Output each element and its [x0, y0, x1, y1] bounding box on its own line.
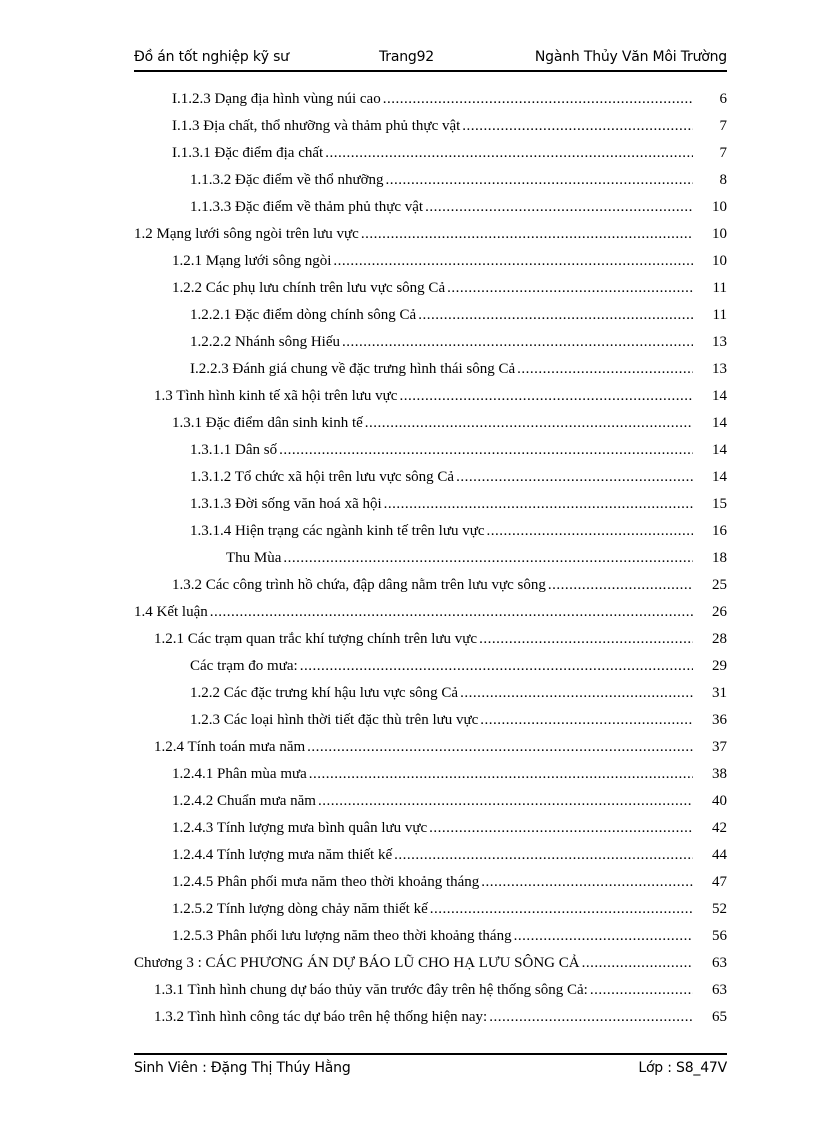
toc-entry-page: 63 — [712, 982, 727, 998]
toc-dot-leader — [447, 275, 693, 302]
toc-entry-title: 1.3.1 Đặc điểm dân sinh kinh tế — [172, 415, 363, 431]
toc-entry-title: 1.3.1.3 Đời sống văn hoá xã hội — [190, 496, 382, 512]
toc-entry[interactable] — [172, 248, 727, 275]
toc-dot-leader — [210, 599, 693, 626]
toc-entry-title: 1.2.3 Các loại hình thời tiết đặc thù trên lưu vực — [190, 712, 479, 728]
toc-entry[interactable] — [190, 653, 727, 680]
toc-entry-page: 37 — [712, 739, 727, 755]
header-right-text: Ngành Thủy Văn Môi Trường — [534, 49, 727, 65]
toc-entry-page: 15 — [712, 496, 727, 512]
toc-entry-page: 6 — [719, 91, 727, 107]
toc-entry[interactable] — [134, 950, 727, 977]
toc-entry-title: 1.2 Mạng lưới sông ngòi trên lưu vực — [134, 226, 359, 242]
toc-dot-leader — [342, 329, 693, 356]
toc-dot-leader — [279, 437, 693, 464]
toc-dot-leader — [307, 734, 693, 761]
toc-entry-title: 1.2.1 Các trạm quan trắc khí tượng chính trên lưu vực — [154, 631, 478, 647]
toc-entry[interactable] — [154, 383, 727, 410]
toc-entry-page: 29 — [712, 658, 727, 674]
toc-entry[interactable] — [172, 572, 727, 599]
toc-entry-page: 10 — [712, 226, 727, 242]
toc-entry-page: 16 — [712, 523, 727, 539]
footer-class: Lớp : S8_47V — [638, 1060, 727, 1076]
toc-entry-title: 1.3 Tình hình kinh tế xã hội trên lưu vực — [154, 388, 398, 404]
toc-dot-leader — [460, 680, 693, 707]
toc-entry-page: 26 — [712, 604, 727, 620]
toc-entry[interactable] — [172, 869, 727, 896]
toc-entry[interactable] — [190, 464, 727, 491]
toc-dot-leader — [548, 572, 693, 599]
toc-entry[interactable] — [190, 329, 727, 356]
toc-entry[interactable] — [154, 734, 727, 761]
toc-dot-leader — [479, 626, 693, 653]
toc-entry[interactable] — [154, 977, 727, 1004]
toc-entry[interactable] — [190, 356, 727, 383]
toc-dot-leader — [425, 194, 693, 221]
toc-entry-title: 1.2.4.3 Tính lượng mưa bình quân lưu vực — [172, 820, 428, 836]
toc-entry-title: 1.2.4.4 Tính lượng mưa năm thiết kế — [172, 847, 393, 863]
toc-dot-leader — [318, 788, 693, 815]
toc-entry-page: 38 — [712, 766, 727, 782]
toc-dot-leader — [300, 653, 693, 680]
toc-entry[interactable] — [190, 707, 727, 734]
toc-dot-leader — [582, 950, 693, 977]
toc-entry[interactable] — [172, 896, 727, 923]
toc-entry-page: 7 — [719, 145, 727, 161]
toc-dot-leader — [590, 977, 693, 1004]
toc-entry-title: I.1.3.1 Đặc điểm địa chất — [172, 145, 324, 161]
toc-entry-title: 1.2.2 Các phụ lưu chính trên lưu vực sông Cả — [172, 280, 446, 296]
toc-entry-page: 25 — [712, 577, 727, 593]
toc-dot-leader — [456, 464, 693, 491]
toc-dot-leader — [517, 356, 693, 383]
toc-entry[interactable] — [172, 113, 727, 140]
toc-entry-page: 63 — [712, 955, 727, 971]
toc-dot-leader — [333, 248, 693, 275]
toc-entry[interactable] — [154, 626, 727, 653]
toc-entry-title: 1.2.4.5 Phân phối mưa năm theo thời khoảng tháng — [172, 874, 480, 890]
toc-entry-title: 1.2.5.2 Tính lượng dòng chảy năm thiết kế — [172, 901, 428, 917]
toc-dot-leader — [325, 140, 693, 167]
toc-entry-title: 1.2.2 Các đặc trưng khí hậu lưu vực sông Cả — [190, 685, 459, 701]
toc-dot-leader — [386, 167, 693, 194]
toc-dot-leader — [514, 923, 693, 950]
toc-entry-title: 1.1.3.2 Đặc điểm về thổ nhưỡng — [190, 172, 384, 188]
toc-entry-title: Các trạm đo mưa: — [190, 658, 298, 674]
toc-entry-page: 14 — [712, 415, 727, 431]
toc-entry-title: Thu Mùa — [226, 550, 282, 566]
toc-entry-page: 40 — [712, 793, 727, 809]
toc-entry[interactable] — [190, 194, 727, 221]
toc-dot-leader — [399, 383, 693, 410]
toc-entry[interactable] — [154, 1004, 727, 1031]
toc-entry-page: 13 — [712, 361, 727, 377]
toc-entry-title: 1.3.1.2 Tổ chức xã hội trên lưu vực sông Cả — [190, 469, 455, 485]
toc-entry[interactable] — [190, 518, 727, 545]
toc-dot-leader — [384, 491, 693, 518]
toc-dot-leader — [429, 815, 693, 842]
toc-dot-leader — [383, 86, 693, 113]
toc-dot-leader — [430, 896, 693, 923]
toc-entry-page: 36 — [712, 712, 727, 728]
toc-dot-leader — [361, 221, 693, 248]
toc-dot-leader — [489, 1004, 693, 1031]
toc-entry-title: 1.2.4 Tính toán mưa năm — [154, 739, 306, 755]
toc-entry-page: 28 — [712, 631, 727, 647]
toc-entry-page: 47 — [712, 874, 727, 890]
toc-entry-title: 1.2.1 Mạng lưới sông ngòi — [172, 253, 332, 269]
toc-entry-title: 1.2.2.2 Nhánh sông Hiếu — [190, 334, 340, 350]
toc-entry-title: 1.3.2 Tình hình công tác dự báo trên hệ thống hiện nay: — [154, 1009, 488, 1025]
toc-entry-page: 11 — [712, 307, 727, 323]
page-header — [134, 46, 727, 72]
toc-entry-page: 18 — [712, 550, 727, 566]
toc-dot-leader — [480, 707, 693, 734]
toc-entry[interactable] — [172, 410, 727, 437]
toc-entry-page: 14 — [712, 469, 727, 485]
toc-entry-title: 1.1.3.3 Đặc điểm về thảm phủ thực vật — [190, 199, 424, 215]
toc-dot-leader — [418, 302, 693, 329]
toc-entry-page: 42 — [712, 820, 727, 836]
toc-entry-page: 13 — [712, 334, 727, 350]
toc-entry-page: 44 — [712, 847, 727, 863]
toc-entry-title: 1.3.1 Tình hình chung dự báo thủy văn trước đây trên hệ thống sông Cả: — [154, 982, 588, 998]
toc-dot-leader — [309, 761, 693, 788]
toc-entry[interactable] — [172, 140, 727, 167]
toc-entry-title: I.1.2.3 Dạng địa hình vùng núi cao — [172, 91, 381, 107]
toc-entry[interactable] — [172, 761, 727, 788]
toc-entry-page: 56 — [712, 928, 727, 944]
toc-entry[interactable] — [190, 491, 727, 518]
toc-entry[interactable] — [190, 167, 727, 194]
toc-dot-leader — [481, 869, 693, 896]
toc-entry[interactable] — [190, 437, 727, 464]
toc-entry-title: Chương 3 : CÁC PHƯƠNG ÁN DỰ BÁO LŨ CHO HẠ LƯU SÔNG CẢ — [134, 955, 580, 971]
toc-entry[interactable] — [226, 545, 727, 572]
toc-entry-page: 14 — [712, 388, 727, 404]
toc-entry[interactable] — [172, 842, 727, 869]
toc-entry-page: 10 — [712, 199, 727, 215]
toc-dot-leader — [365, 410, 693, 437]
toc-entry-title: 1.3.1.4 Hiện trạng các ngành kinh tế trên lưu vực — [190, 523, 485, 539]
toc-entry-title: 1.2.4.2 Chuẩn mưa năm — [172, 793, 316, 809]
toc-entry[interactable] — [172, 788, 727, 815]
toc-dot-leader — [394, 842, 693, 869]
page-footer — [134, 1053, 727, 1081]
toc-entry-page: 7 — [719, 118, 727, 134]
toc-dot-leader — [462, 113, 693, 140]
toc-entry-title: 1.2.2.1 Đặc điểm dòng chính sông Cả — [190, 307, 417, 323]
toc-entry-page: 10 — [712, 253, 727, 269]
toc-entry[interactable] — [172, 86, 727, 113]
toc-entry-title: I.1.3 Địa chất, thổ nhưỡng và thảm phủ thực vật — [172, 118, 461, 134]
toc-entry[interactable] — [172, 923, 727, 950]
toc-entry-title: 1.2.4.1 Phân mùa mưa — [172, 766, 307, 782]
toc-entry-page: 8 — [719, 172, 727, 188]
toc-entry-title: I.2.2.3 Đánh giá chung về đặc trưng hình thái sông Cả — [190, 361, 516, 377]
toc-entry-title: 1.3.1.1 Dân số — [190, 442, 278, 458]
toc-entry-page: 11 — [712, 280, 727, 296]
toc-entry[interactable] — [172, 815, 727, 842]
toc-entry-page: 52 — [712, 901, 727, 917]
toc-entry-title: 1.2.5.3 Phân phối lưu lượng năm theo thời khoảng tháng — [172, 928, 512, 944]
toc-entry-page: 31 — [712, 685, 727, 701]
toc-entry[interactable] — [190, 680, 727, 707]
footer-student-name: Sinh Viên : Đặng Thị Thúy Hằng — [134, 1060, 351, 1076]
header-page-number: Trang92 — [379, 49, 435, 65]
toc-entry[interactable] — [190, 302, 727, 329]
toc-entry[interactable] — [134, 221, 727, 248]
toc-entry[interactable] — [134, 599, 727, 626]
toc-dot-leader — [283, 545, 693, 572]
toc-entry-title: 1.4 Kết luận — [134, 604, 208, 620]
toc-entry-page: 14 — [712, 442, 727, 458]
toc-dot-leader — [487, 518, 693, 545]
toc-entry-page: 65 — [712, 1009, 727, 1025]
toc-entry-title: 1.3.2 Các công trình hồ chứa, đập dâng nằm trên lưu vực sông — [172, 577, 546, 593]
toc-entry[interactable] — [172, 275, 727, 302]
header-left-text: Đồ án tốt nghiệp kỹ sư — [134, 49, 289, 65]
